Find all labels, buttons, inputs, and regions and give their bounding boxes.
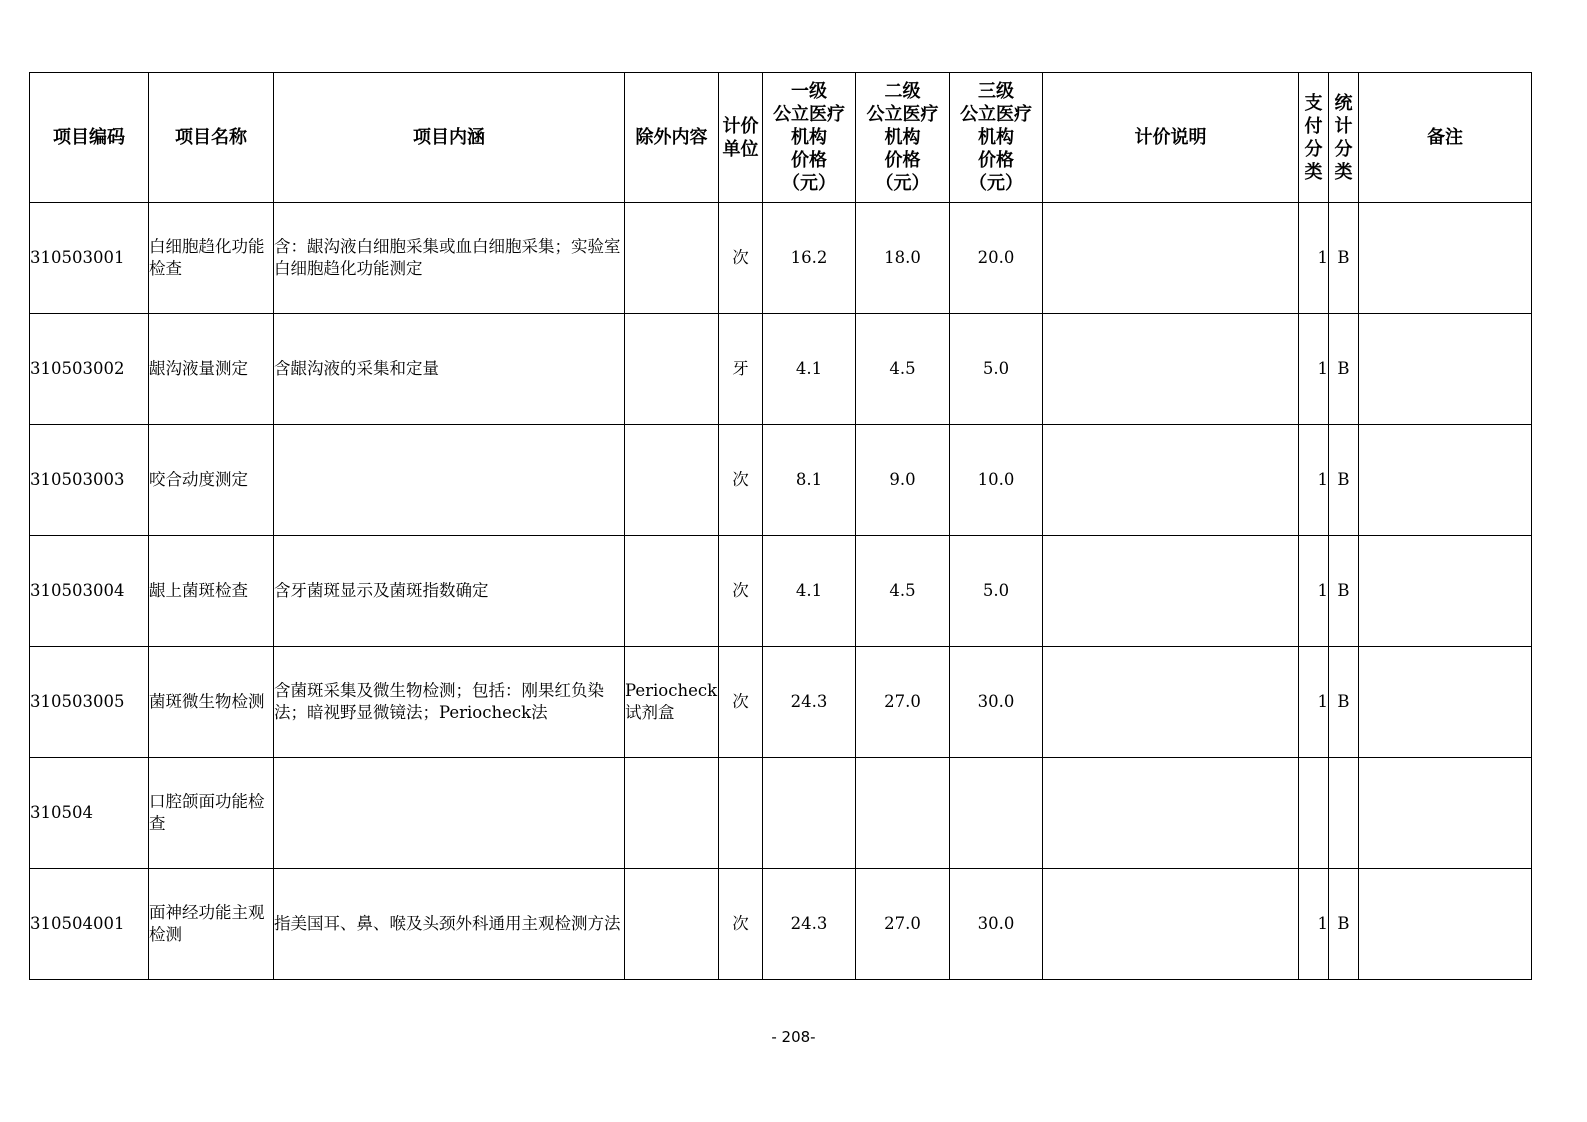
item-statistics-category: B — [1329, 425, 1359, 536]
item-pricing-note — [1043, 425, 1299, 536]
item-remarks — [1359, 203, 1532, 314]
item-code: 310504001 — [30, 869, 149, 980]
item-price-level2: 4.5 — [856, 536, 950, 647]
item-exclusion — [625, 203, 719, 314]
item-price-level1: 4.1 — [763, 314, 856, 425]
header-name: 项目名称 — [149, 73, 274, 203]
header-pricing-note: 计价说明 — [1043, 73, 1299, 203]
item-remarks — [1359, 647, 1532, 758]
item-price-level1: 8.1 — [763, 425, 856, 536]
price-table — [29, 72, 1532, 980]
item-exclusion — [625, 314, 719, 425]
item-exclusion — [625, 758, 719, 869]
header-price-level1: 一级 公立医疗 机构 价格 （元） — [763, 73, 856, 203]
header-row — [30, 73, 1532, 203]
header-unit: 计价单位 — [719, 73, 763, 203]
item-content: 指美国耳、鼻、喉及头颈外科通用主观检测方法 — [274, 869, 625, 980]
item-price-level1: 24.3 — [763, 647, 856, 758]
header-price-level2: 二级 公立医疗 机构 价格 （元） — [856, 73, 950, 203]
item-pricing-note — [1043, 869, 1299, 980]
item-content: 含牙菌斑显示及菌斑指数确定 — [274, 536, 625, 647]
table-row — [30, 536, 1532, 647]
item-remarks — [1359, 425, 1532, 536]
item-unit — [719, 758, 763, 869]
item-price-level3: 5.0 — [950, 314, 1043, 425]
table-row — [30, 758, 1532, 869]
item-content: 含菌斑采集及微生物检测；包括：刚果红负染法；暗视野显微镜法；Periocheck法 — [274, 647, 625, 758]
item-name: 菌斑微生物检测 — [149, 647, 274, 758]
item-remarks — [1359, 758, 1532, 869]
item-price-level3 — [950, 758, 1043, 869]
item-unit: 次 — [719, 536, 763, 647]
item-price-level3: 20.0 — [950, 203, 1043, 314]
item-price-level2 — [856, 758, 950, 869]
item-pricing-note — [1043, 536, 1299, 647]
item-exclusion — [625, 536, 719, 647]
item-name: 面神经功能主观检测 — [149, 869, 274, 980]
item-statistics-category: B — [1329, 536, 1359, 647]
item-unit: 次 — [719, 869, 763, 980]
item-code: 310504 — [30, 758, 149, 869]
item-statistics-category: B — [1329, 314, 1359, 425]
header-price-level3: 三级 公立医疗 机构 价格 （元） — [950, 73, 1043, 203]
item-price-level3: 5.0 — [950, 536, 1043, 647]
header-statistics-category: 统计分类 — [1329, 73, 1359, 203]
item-exclusion — [625, 869, 719, 980]
item-price-level3: 10.0 — [950, 425, 1043, 536]
table-row — [30, 203, 1532, 314]
item-code: 310503002 — [30, 314, 149, 425]
item-price-level2: 9.0 — [856, 425, 950, 536]
header-code: 项目编码 — [30, 73, 149, 203]
item-unit: 牙 — [719, 314, 763, 425]
item-name: 龈沟液量测定 — [149, 314, 274, 425]
item-name: 咬合动度测定 — [149, 425, 274, 536]
header-payment-category: 支付分类 — [1299, 73, 1329, 203]
item-price-level2: 18.0 — [856, 203, 950, 314]
item-price-level1 — [763, 758, 856, 869]
header-content: 项目内涵 — [274, 73, 625, 203]
item-pricing-note — [1043, 203, 1299, 314]
item-content — [274, 425, 625, 536]
item-code: 310503004 — [30, 536, 149, 647]
item-price-level1: 24.3 — [763, 869, 856, 980]
item-pricing-note — [1043, 758, 1299, 869]
item-content: 含龈沟液的采集和定量 — [274, 314, 625, 425]
item-payment-category: 1 — [1299, 869, 1329, 980]
item-payment-category — [1299, 758, 1329, 869]
header-exclusion: 除外内容 — [625, 73, 719, 203]
item-remarks — [1359, 869, 1532, 980]
item-price-level3: 30.0 — [950, 647, 1043, 758]
item-remarks — [1359, 536, 1532, 647]
item-pricing-note — [1043, 647, 1299, 758]
item-price-level2: 4.5 — [856, 314, 950, 425]
item-payment-category: 1 — [1299, 425, 1329, 536]
item-code: 310503005 — [30, 647, 149, 758]
header-remarks: 备注 — [1359, 73, 1532, 203]
item-exclusion: Periocheck试剂盒 — [625, 647, 719, 758]
item-price-level2: 27.0 — [856, 647, 950, 758]
item-price-level1: 4.1 — [763, 536, 856, 647]
table-row — [30, 869, 1532, 980]
table-row — [30, 425, 1532, 536]
item-price-level3: 30.0 — [950, 869, 1043, 980]
item-pricing-note — [1043, 314, 1299, 425]
item-unit: 次 — [719, 647, 763, 758]
item-statistics-category: B — [1329, 869, 1359, 980]
item-content — [274, 758, 625, 869]
item-payment-category: 1 — [1299, 203, 1329, 314]
item-price-level1: 16.2 — [763, 203, 856, 314]
item-name: 口腔颌面功能检查 — [149, 758, 274, 869]
table-row — [30, 647, 1532, 758]
item-unit: 次 — [719, 203, 763, 314]
item-name: 龈上菌斑检查 — [149, 536, 274, 647]
item-statistics-category: B — [1329, 203, 1359, 314]
item-name: 白细胞趋化功能检查 — [149, 203, 274, 314]
item-exclusion — [625, 425, 719, 536]
page-number: - 208- — [771, 1028, 816, 1046]
item-unit: 次 — [719, 425, 763, 536]
item-price-level2: 27.0 — [856, 869, 950, 980]
item-payment-category: 1 — [1299, 536, 1329, 647]
item-payment-category: 1 — [1299, 314, 1329, 425]
table-row — [30, 314, 1532, 425]
item-statistics-category — [1329, 758, 1359, 869]
item-statistics-category: B — [1329, 647, 1359, 758]
item-code: 310503003 — [30, 425, 149, 536]
item-remarks — [1359, 314, 1532, 425]
item-payment-category: 1 — [1299, 647, 1329, 758]
item-code: 310503001 — [30, 203, 149, 314]
item-content: 含：龈沟液白细胞采集或血白细胞采集；实验室白细胞趋化功能测定 — [274, 203, 625, 314]
